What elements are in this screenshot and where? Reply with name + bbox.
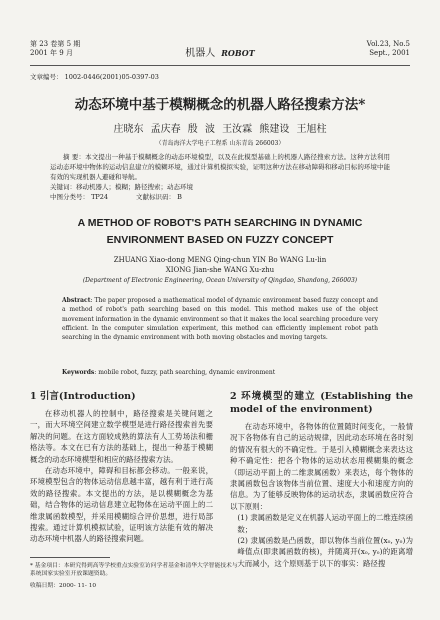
column-left bbox=[30, 390, 213, 545]
paragraph: 在动态环境中，各物体的位置随时间变化，一般情况下各物体有自己的运动规律，因此动态环境在各时刻的情况有很大的不确定性。于是引入模糊概念来表达这种不确定性：把各个物体的运动状态用模糊集的概念（即运动平面上的二维隶属函数）来表达，每个物体的隶属函数包含该物体当前位置、速度大小和速度方向的信息。为了能够反映物体的运动状态，隶属函数应符合以下原则： bbox=[230, 422, 413, 511]
authors-cn: 庄晓东 孟庆春 殷 波 王汝霖 熊建设 王旭柱 bbox=[113, 124, 327, 135]
keywords-en-label: Keywords bbox=[62, 369, 95, 376]
article-number: 文章编号： 1002-0446(2001)05-0397-03 bbox=[30, 73, 159, 81]
authors-en bbox=[0, 255, 440, 275]
classification bbox=[50, 192, 390, 202]
abstract-en-text: : The paper proposed a mathematical model of dynamic environment based fuzzy concept and a method of robot's path searching based on this model. This method makes use of the object movement information in the dynamic environment so that it makes the local searching procedure very efficient. In the computer simulation experiment, this method can efficiently implement robot path searching in the dynamic environment with both moving obstacles and moving targets. bbox=[62, 297, 378, 342]
paragraph: 在动态环境中，障碍和目标都会移动。一般来说，环境模型包含的物体运动信息越丰富，越有利于进行高效的路径搜索。本文提出的方法，是以模糊概念为基础，结合物体的运动信息建立起物体在运动平面上的二维隶属函数模型，并采用模糊综合评价思想，进行局部搜索。通过计算机模拟试验，证明该方法能有效的解决动态环境中机器人的路径搜索问题。 bbox=[30, 466, 213, 544]
abstract-cn: 摘 要：本文提出一种基于模糊概念的动态环境模型，以及在此模型基础上的机器人路径搜索方法。这种方法利用运动态环境中物体的运动信息建立的模糊环境，通过计算机模拟实验，证明这种方法在移动障碍和移动目标的环境中能有效的实现机器人避碰和导航。 bbox=[50, 153, 390, 181]
volume-cn: 第 23 卷第 5 期 bbox=[30, 40, 81, 48]
abstract-en-label: Abstract bbox=[62, 297, 91, 304]
footnote: * 基金项目：本研究得到高等学校重点实验室访问学者基金和清华大学智能技术与系统国家实验室开放课题资助。 bbox=[30, 563, 238, 577]
affiliation-en: (Department of Electronic Engineering, Ocean University of Qingdao, Shandong, 266003) bbox=[82, 277, 358, 284]
section-heading-introduction: 1 引言(Introduction) bbox=[30, 391, 136, 402]
received-date: 收稿日期：2000- 11- 10 bbox=[30, 583, 97, 589]
header-divider bbox=[30, 65, 410, 66]
list-item: (2) 隶属函数是凸函数，即以物体当前位置(xₒ, yₒ)为峰值点(即隶属函数的核)，并随离开(xₒ, yₒ)的距离增大而减小，这个原则基于以下的事实：路径搜 bbox=[237, 536, 413, 568]
title-en: A METHOD OF ROBOT'S PATH SEARCHING IN DYNAMIC ENVIRONMENT BASED ON FUZZY CONCEPT bbox=[77, 217, 363, 246]
journal-en: ROBOT bbox=[221, 48, 255, 58]
running-header bbox=[30, 40, 410, 64]
volume-en: Vol.23, No.5 bbox=[366, 40, 410, 48]
title-cn: 动态环境中基于模糊概念的机器人路径搜索方法* bbox=[74, 97, 366, 113]
document-code: 文献标识码： B bbox=[136, 193, 182, 201]
abstract-en bbox=[62, 296, 378, 342]
footnote-divider bbox=[30, 557, 110, 558]
authors-en-line1: ZHUANG Xiao-dong MENG Qing-chun YIN Bo WANG Lu-lin bbox=[113, 256, 327, 264]
date-en: Sept., 2001 bbox=[369, 49, 410, 57]
paragraph: 在移动机器人的控制中，路径搜索是关键问题之一，而大环境空间建立数学模型是进行路径搜索首先要解决的问题。在这方面较成熟的算法有人工势场法和栅格法等。本文在已有方法的基础上，提出一种基于模糊概念的动态环境模型和相应的路径搜索方法。 bbox=[30, 409, 213, 464]
journal-name bbox=[30, 44, 410, 59]
section-heading-environment-model: 2 环境模型的建立 (Establishing the model of the environment) bbox=[230, 391, 413, 415]
column-right bbox=[230, 390, 413, 569]
journal-cn: 机器人 bbox=[185, 48, 216, 59]
list-item: (1) 隶属函数是定义在机器人运动平面上的二维连续函数； bbox=[237, 513, 413, 534]
header-right bbox=[367, 40, 410, 58]
keywords-cn: 关键词：移动机器人；模糊；路径搜索；动态环境 bbox=[50, 183, 193, 191]
authors-en-line2: XIONG Jian-she WANG Xu-zhu bbox=[165, 266, 275, 274]
keywords-en-text: : mobile robot, fuzzy, path searching, dynamic environment bbox=[94, 369, 276, 376]
date-cn: 2001 年 9 月 bbox=[30, 49, 73, 57]
affiliation-cn: （青岛海洋大学电子工程系 山东青岛 266003） bbox=[155, 140, 285, 147]
clc-number: 中图分类号： TP24 bbox=[50, 193, 109, 201]
keywords-en bbox=[62, 368, 378, 377]
